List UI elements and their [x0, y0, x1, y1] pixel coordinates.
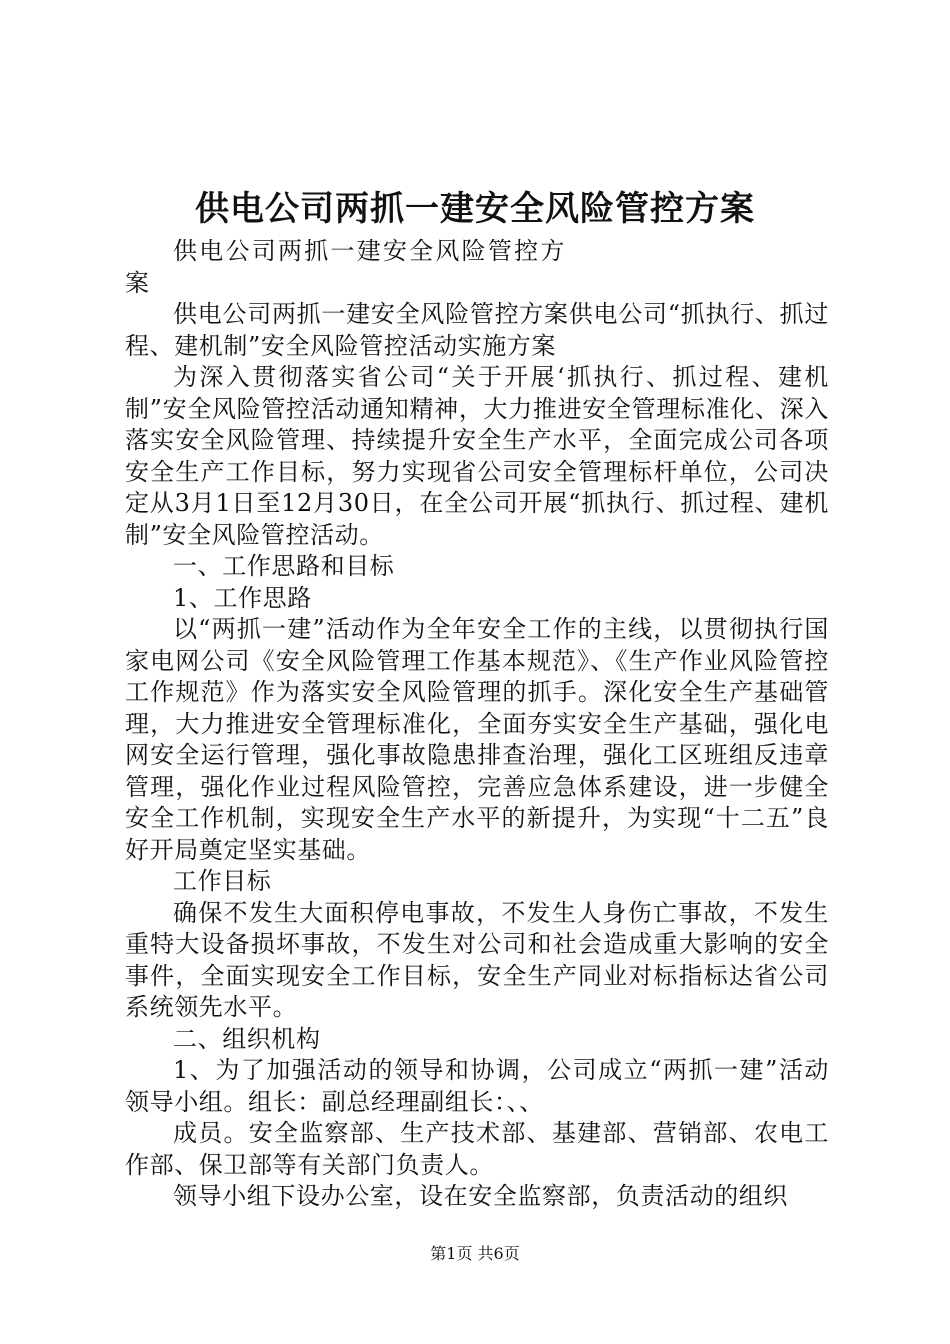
heading-section-1: 一、工作思路和目标: [173, 552, 395, 580]
document-body: [125, 236, 829, 1213]
heading-work-idea: 1、工作思路: [173, 583, 312, 612]
paragraph-purpose: 为深入贯彻落实省公司“关于开展‘抓执行、抓过程、建机制”安全风险管控活动通知精神，大力推进安全管理标准化、深入落实安全风险管理、持续提升安全生产水平，全面完成公司各项安全生产工作目标，努力实现省公司安全管理标杆单位，公司决定从3月1日至12月30日，在全公司开展“抓执行、抓过程、建机制”安全风险管控活动。: [125, 363, 829, 549]
paragraph-subtitle: 供电公司两抓一建安全风险管控方案: [125, 237, 565, 297]
document-title: 供电公司两抓一建安全风险管控方案: [195, 189, 755, 229]
page-number-footer: 第1页 共6页: [430, 1244, 520, 1263]
heading-section-2: 二、组织机构: [173, 1024, 321, 1053]
paragraph-leadership-group: 1、为了加强活动的领导和协调，公司成立“两抓一建”活动领导小组。组长：副总经理副组长：、、: [125, 1056, 829, 1116]
paragraph-members: 成员。安全监察部、生产技术部、基建部、营销部、农电工作部、保卫部等有关部门负责人。: [125, 1119, 829, 1179]
paragraph-intro: 供电公司两抓一建安全风险管控方案供电公司“抓执行、抓过程、建机制”安全风险管控活动实施方案: [125, 300, 829, 360]
paragraph-office: 领导小组下设办公室，设在安全监察部，负责活动的组织: [173, 1182, 788, 1210]
paragraph-work-goal: 确保不发生大面积停电事故，不发生人身伤亡事故，不发生重特大设备损坏事故，不发生对公司和社会造成重大影响的安全事件，全面实现安全工作目标，安全生产同业对标指标达省公司系统领先水平。: [125, 898, 829, 1021]
heading-work-goal: 工作目标: [173, 867, 272, 895]
paragraph-work-idea: 以“两抓一建”活动作为全年安全工作的主线，以贯彻执行国家电网公司《安全风险管理工作基本规范》、《生产作业风险管控工作规范》作为落实安全风险管理的抓手。深化安全生产基础管理，大力推进安全管理标准化，全面夯实安全生产基础，强化电网安全运行管理，强化事故隐患排查治理，强化工区班组反违章管理，强化作业过程风险管控，完善应急体系建设，进一步健全安全工作机制，实现安全生产水平的新提升，为实现“十二五”良好开局奠定坚实基础。: [125, 615, 829, 864]
